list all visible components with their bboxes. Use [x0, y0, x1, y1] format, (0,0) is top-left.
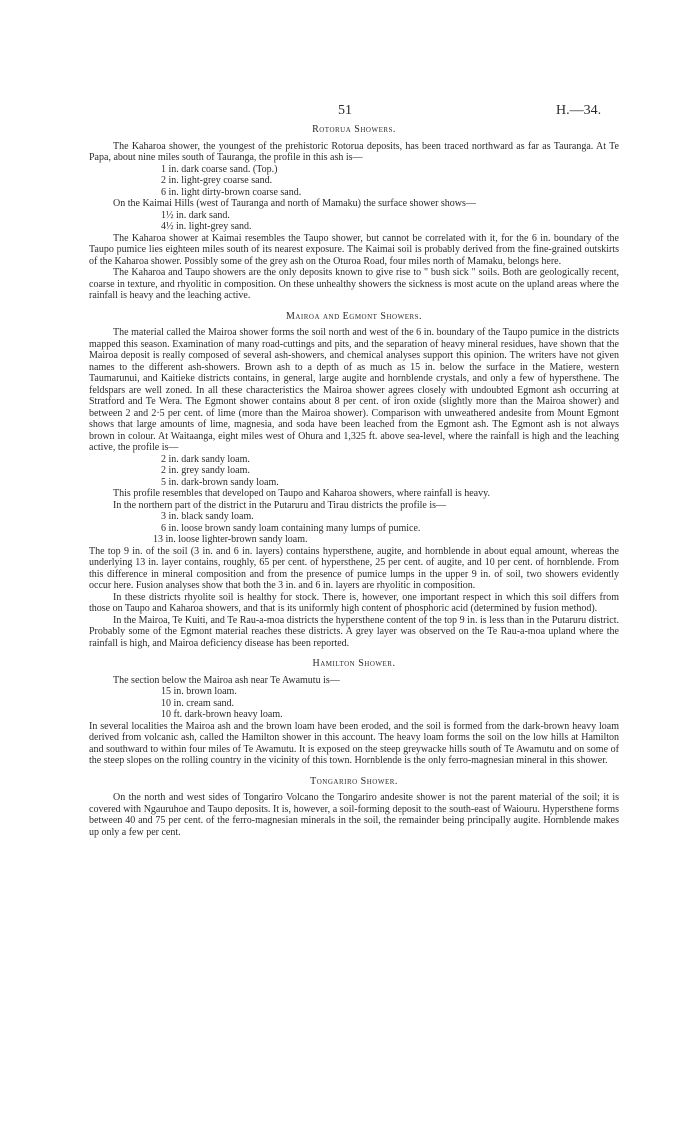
profile-line: 13 in. loose lighter-brown sandy loam. [153, 534, 308, 545]
paragraph: The material called the Mairoa shower forms the soil north and west of the 6 in. boundary of the Taupo pumice in the districts mapped this season. Examination of many road-cuttings and pits, and the separation of heavy mineral residues, have shown that the Mairoa deposit is really composed of several ash-showers, and chemical analyses support this opinion. The writers have not given names to the different ash-showers. Brown ash to a depth of as much as 15 in. below the surface in the Matiere, western Taumarunui, and Kaitieke districts contains, in general, large augite and hornblende crystals, and only a few of hypersthene. The feldspars are well zoned. In all these characteristics the Mairoa shower agrees closely with undoubted Egmont ash occurring at Stratford and Te Wera. The Egmont shower contains about 8 per cent. of iron oxide (slightly more than the Mairoa shower) and between 2 and 2·5 per cent. of lime (more than the Mairoa shower). Comparison with unweathered andesite from Mount Egmont shows that large amounts of lime, magnesia, and soda have been leached from the Egmont ash. The Egmont ash is not always brown in colour. At Waitaanga, eight miles west of Ohura and 1,325 ft. above sea-level, where the rainfall is high and the leaching active, the profile is— [89, 327, 619, 453]
profile-line: 2 in. dark sandy loam. [161, 453, 250, 465]
profile-line: 4½ in. light-grey sand. [161, 221, 252, 232]
profile-line: 1½ in. dark sand. [161, 209, 230, 221]
section-heading-mairoa: Mairoa and Egmont Showers. [285, 310, 423, 322]
profile-line: 3 in. black sandy loam. [161, 511, 254, 522]
paragraph: The top 9 in. of the soil (3 in. and 6 in. layers) contains hypersthene, augite, and hornblende in about equal amount, whereas the underlying 13 in. layer contains, roughly, 65 per cent. of hypersthene, 25 per cent. of augite, and 10 per cent. of hornblende. From this difference in mineral composition and from the presence of pumice lumps in the upper 9 in. of soil, two showers evidently occur here. Fusion analyses show that both the 3 in. and 6 in. layers are rhyolitic in composition. [89, 545, 619, 591]
paragraph: In the northern part of the district in the Putaruru and Tirau districts the profile is— [113, 499, 446, 511]
paragraph: On the Kaimai Hills (west of Tauranga and north of Mamaku) the surface shower shows— [113, 198, 476, 209]
paragraph: The Kaharoa shower at Kaimai resembles the Taupo shower, but cannot be correlated with it, for the 6 in. boundary of the Taupo pumice lies eighteen miles south of its nearest exposure. The Kaimai soil is probably derived from the fine-grained outskirts of the Kaharoa shower. Possibly some of the grey ash on the Oturoa Road, four miles north of Mamaku, belongs here. [89, 232, 619, 267]
profile-line: 15 in. brown loam. [161, 686, 237, 697]
profile-line: 5 in. dark-brown sandy loam. [161, 476, 279, 488]
page-number: 51 [338, 103, 352, 118]
paragraph: The Kaharoa shower, the youngest of the prehistoric Rotorua deposits, has been traced northward as far as Tauranga. At Te Papa, about nine miles south of Tauranga, the profile in this ash is— [89, 140, 619, 163]
profile-line: 10 ft. dark-brown heavy loam. [161, 709, 283, 720]
paragraph: The Kaharoa and Taupo showers are the only deposits known to give rise to " bush sick " soils. Both are geologically recent, coarse in texture, and rhyolitic in composition. On these unhealthy showers the sickness is most acute on the upland areas where the rainfall is heavy and the leaching active. [89, 267, 619, 301]
profile-line: 10 in. cream sand. [161, 697, 235, 709]
paragraph: In the Mairoa, Te Kuiti, and Te Rau-a-moa districts the hypersthene content of the top 9 in. is less than in the Putaruru district. Probably some of the Egmont material reaches these districts. A grey layer was observed on the Te Rau-a-moa upland where the rainfall is high, and Mairoa deficiency disease has been reported. [89, 614, 619, 649]
profile-line: 6 in. light dirty-brown coarse sand. [161, 186, 302, 198]
document-code: H.—34. [556, 103, 602, 118]
paragraph: The section below the Mairoa ash near Te Awamutu is— [113, 674, 340, 686]
section-heading-hamilton: Hamilton Shower. [312, 658, 396, 669]
profile-line: 2 in. light-grey coarse sand. [161, 175, 273, 186]
paragraph: In several localities the Mairoa ash and the brown loam have been eroded, and the soil is formed from the dark-brown heavy loam derived from volcanic ash, called the Hamilton shower in this account. The heavy loam forms the soil on the low hills at Hamilton and southward to within four miles of Te Awamutu. It is exposed on the steep greywacke hills south of Te Awamutu and on some of the steep slopes on the rolling country in the vicinity of this town. Hornblende is the only ferro-magnesian mineral in this shower. [89, 720, 619, 766]
profile-line: 6 in. loose brown sandy loam containing many lumps of pumice. [161, 522, 421, 534]
paragraph: In these districts rhyolite soil is healthy for stock. There is, however, one important respect in which this soil differs from those on Taupo and Kaharoa showers, and that is its uniformly high content of phosphoric acid (determined by fusion method). [89, 591, 619, 614]
paragraph: On the north and west sides of Tongariro Volcano the Tongariro andesite shower is not the parent material of the soil; it is covered with Ngauruhoe and Taupo deposits. It is, however, a soil-forming deposit to the south-east of Waiouru. Hypersthene forms between 40 and 75 per cent. of the ferro-magnesian minerals in the soil, the remainder being principally augite. Hornblende makes up only a few per cent. [89, 792, 619, 838]
profile-line: 2 in. grey sandy loam. [161, 465, 250, 476]
profile-line: 1 in. dark coarse sand. (Top.) [161, 163, 278, 175]
document-body [89, 124, 619, 838]
section-heading-tongariro: Tongariro Shower. [310, 775, 398, 787]
paragraph: This profile resembles that developed on Taupo and Kaharoa showers, where rainfall is heavy. [113, 488, 490, 499]
section-heading-rotorua: Rotorua Showers. [312, 124, 396, 135]
